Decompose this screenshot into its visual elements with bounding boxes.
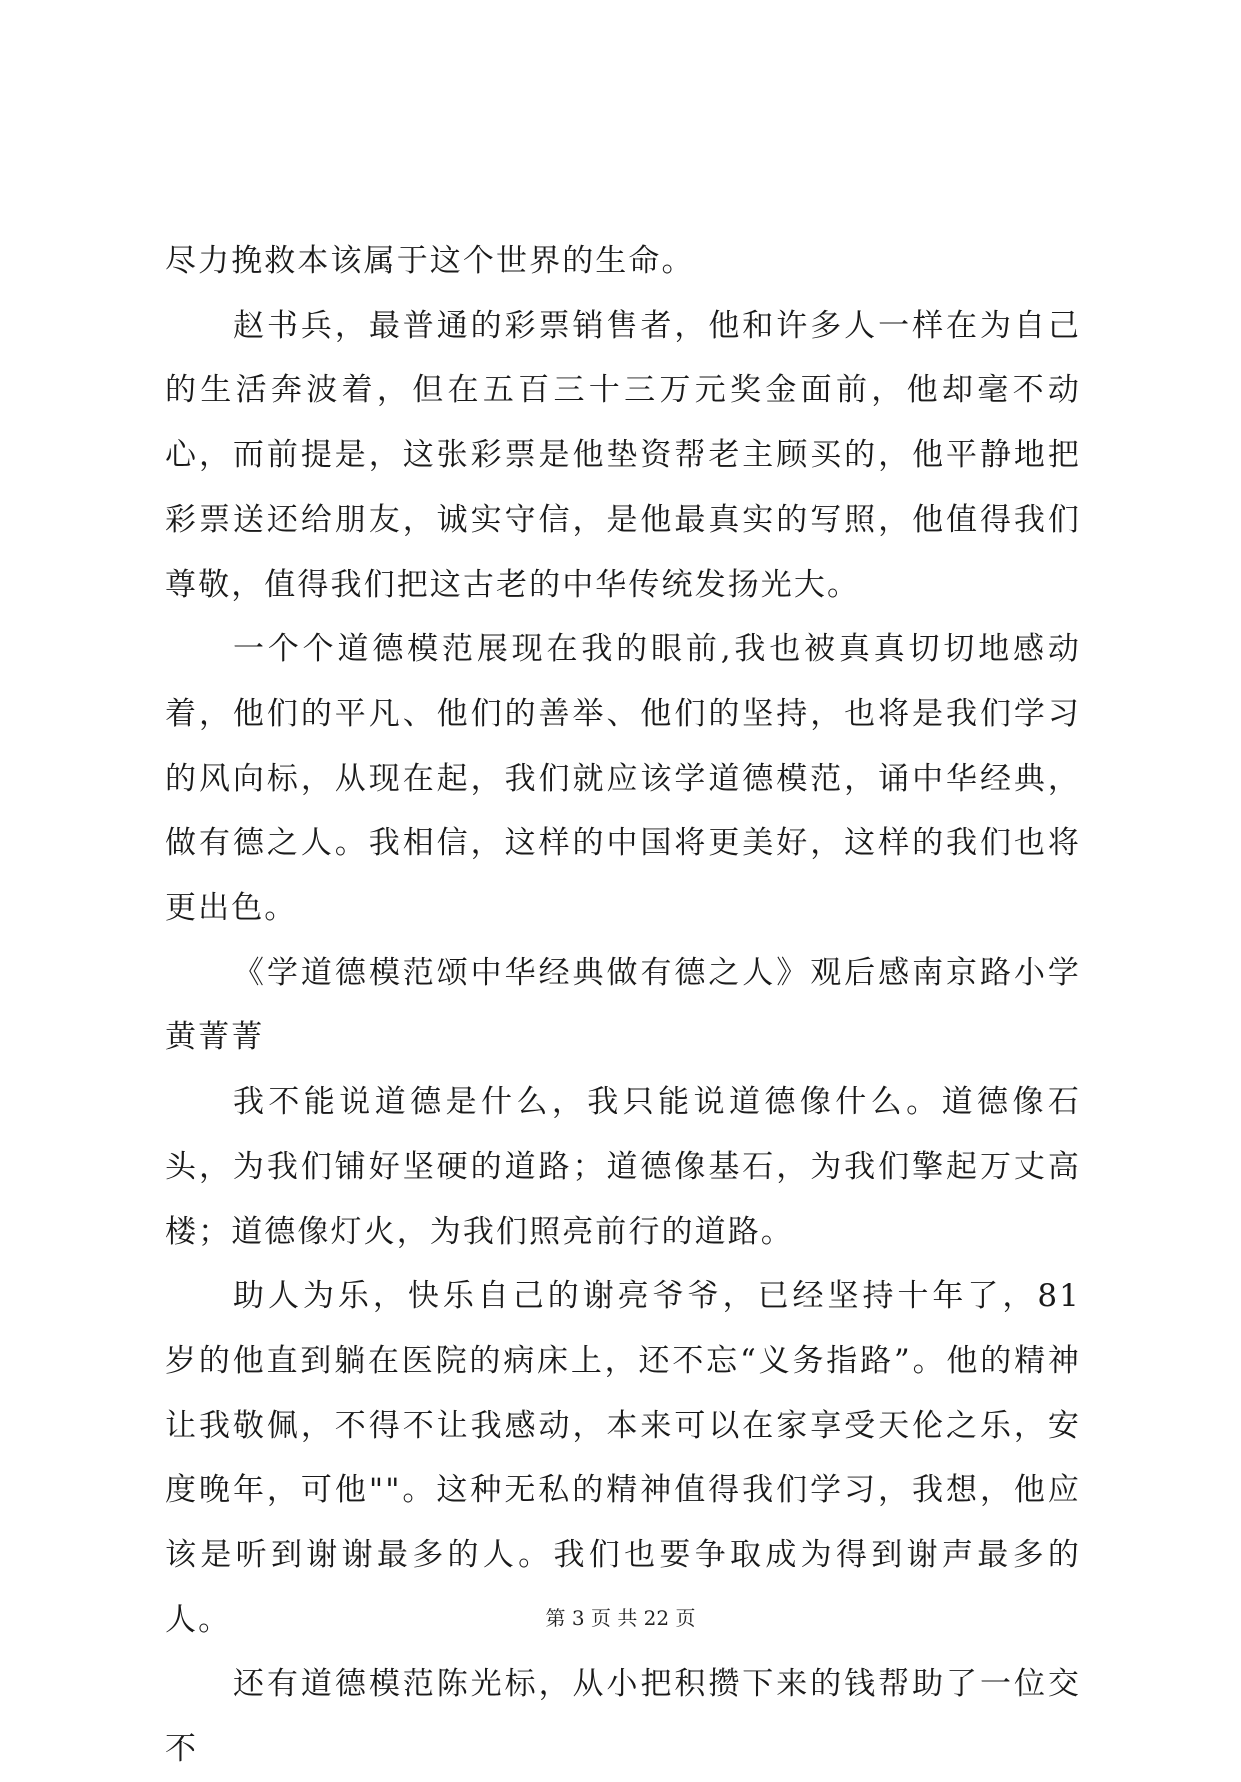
page-footer bbox=[0, 1604, 1241, 1632]
paragraph: 尽力挽救本该属于这个世界的生命。 bbox=[165, 243, 695, 279]
paragraph: 我不能说道德是什么，我只能说道德像什么。道德像石头，为我们铺好坚硬的道路；道德像基石，为我们擎起万丈高楼；道德像灯火，为我们照亮前行的道路。 bbox=[165, 1084, 1081, 1250]
paragraph: 一个个道德模范展现在我的眼前,我也被真真切切地感动着，他们的平凡、他们的善举、他们的坚持，也将是我们学习的风向标，从现在起，我们就应该学道德模范，诵中华经典，做有德之人。我相信，这样的中国将更美好，这样的我们也将更出色。 bbox=[165, 631, 1081, 927]
paragraph: 赵书兵，最普通的彩票销售者，他和许多人一样在为自己的生活奔波着，但在五百三十三万元奖金面前，他却毫不动心，而前提是，这张彩票是他垫资帮老主顾买的，他平静地把彩票送还给朋友，诚实守信，是他最真实的写照，他值得我们尊敬，值得我们把这古老的中华传统发扬光大。 bbox=[165, 307, 1081, 603]
document-body bbox=[165, 229, 1081, 1782]
page-number: 第 3 页 bbox=[545, 1606, 611, 1630]
paragraph-title: 《学道德模范颂中华经典做有德之人》观后感南京路小学黄菁菁 bbox=[165, 954, 1081, 1056]
paragraph: 还有道德模范陈光标，从小把积攒下来的钱帮助了一位交不 bbox=[165, 1666, 1081, 1768]
paragraph: 助人为乐，快乐自己的谢亮爷爷，已经坚持十年了，81 岁的他直到躺在医院的病床上，还不忘“义务指路”。他的精神让我敬佩，不得不让我感动，本来可以在家享受天伦之乐，安度晚年，可他""。这种无私的精神值得我们学习，我想，他应该是听到谢谢最多的人。我们也要争取成为得到谢声最多的人。 bbox=[165, 1278, 1081, 1638]
page-total: 共 22 页 bbox=[617, 1606, 696, 1630]
